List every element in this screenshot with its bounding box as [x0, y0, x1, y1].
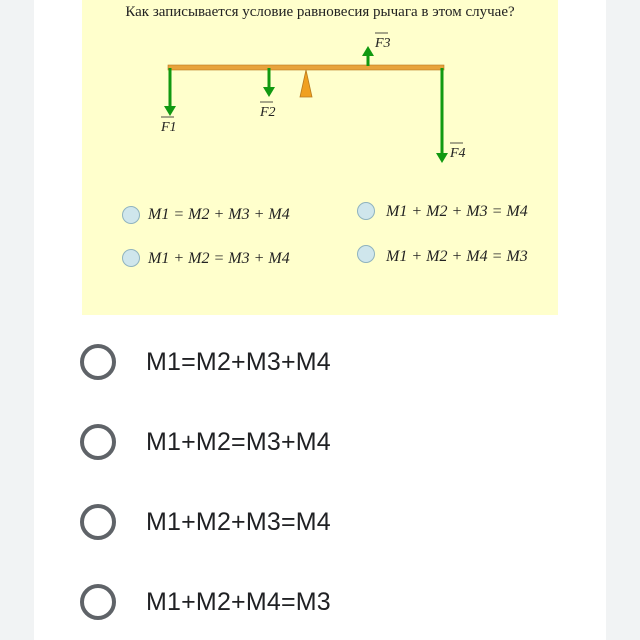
image-option-4: M1 + M2 + M4 = M3 [386, 248, 528, 265]
answer-option-4[interactable] [80, 580, 560, 624]
image-option-bullet [357, 245, 375, 263]
image-option-2: M1 + M2 + M3 = M4 [386, 203, 528, 220]
force-arrow-f3 [362, 46, 374, 66]
fulcrum [300, 70, 312, 97]
answer-label: M1+M2+M3=M4 [146, 507, 331, 536]
force-arrow-f4 [436, 68, 448, 163]
question-image [82, 0, 558, 315]
answer-label: M1+M2=M3+M4 [146, 427, 331, 456]
answer-option-3[interactable] [80, 500, 560, 544]
image-option-bullet [357, 202, 375, 220]
image-option-1: M1 = M2 + M3 + M4 [148, 206, 290, 223]
answer-option-2[interactable] [80, 420, 560, 464]
force-label-f4: F4 [450, 146, 466, 161]
force-label-f3: F3 [375, 36, 391, 51]
force-arrow-f1 [164, 68, 176, 116]
question-text: Как записывается условие равновесия рычага в этом случае? [125, 4, 515, 20]
radio-button[interactable] [80, 424, 116, 460]
radio-button[interactable] [80, 504, 116, 540]
image-option-3: M1 + M2 = M3 + M4 [148, 250, 290, 267]
lever-bar [168, 65, 444, 70]
force-arrow-f2 [263, 68, 275, 97]
force-label-f1: F1 [161, 120, 177, 135]
answer-label: M1=M2+M3+M4 [146, 347, 331, 376]
image-option-bullet [122, 249, 140, 267]
radio-button[interactable] [80, 344, 116, 380]
radio-button[interactable] [80, 584, 116, 620]
answer-option-1[interactable] [80, 340, 560, 384]
image-option-bullet [122, 206, 140, 224]
force-label-f2: F2 [260, 105, 276, 120]
answer-label: M1+M2+M4=M3 [146, 587, 331, 616]
